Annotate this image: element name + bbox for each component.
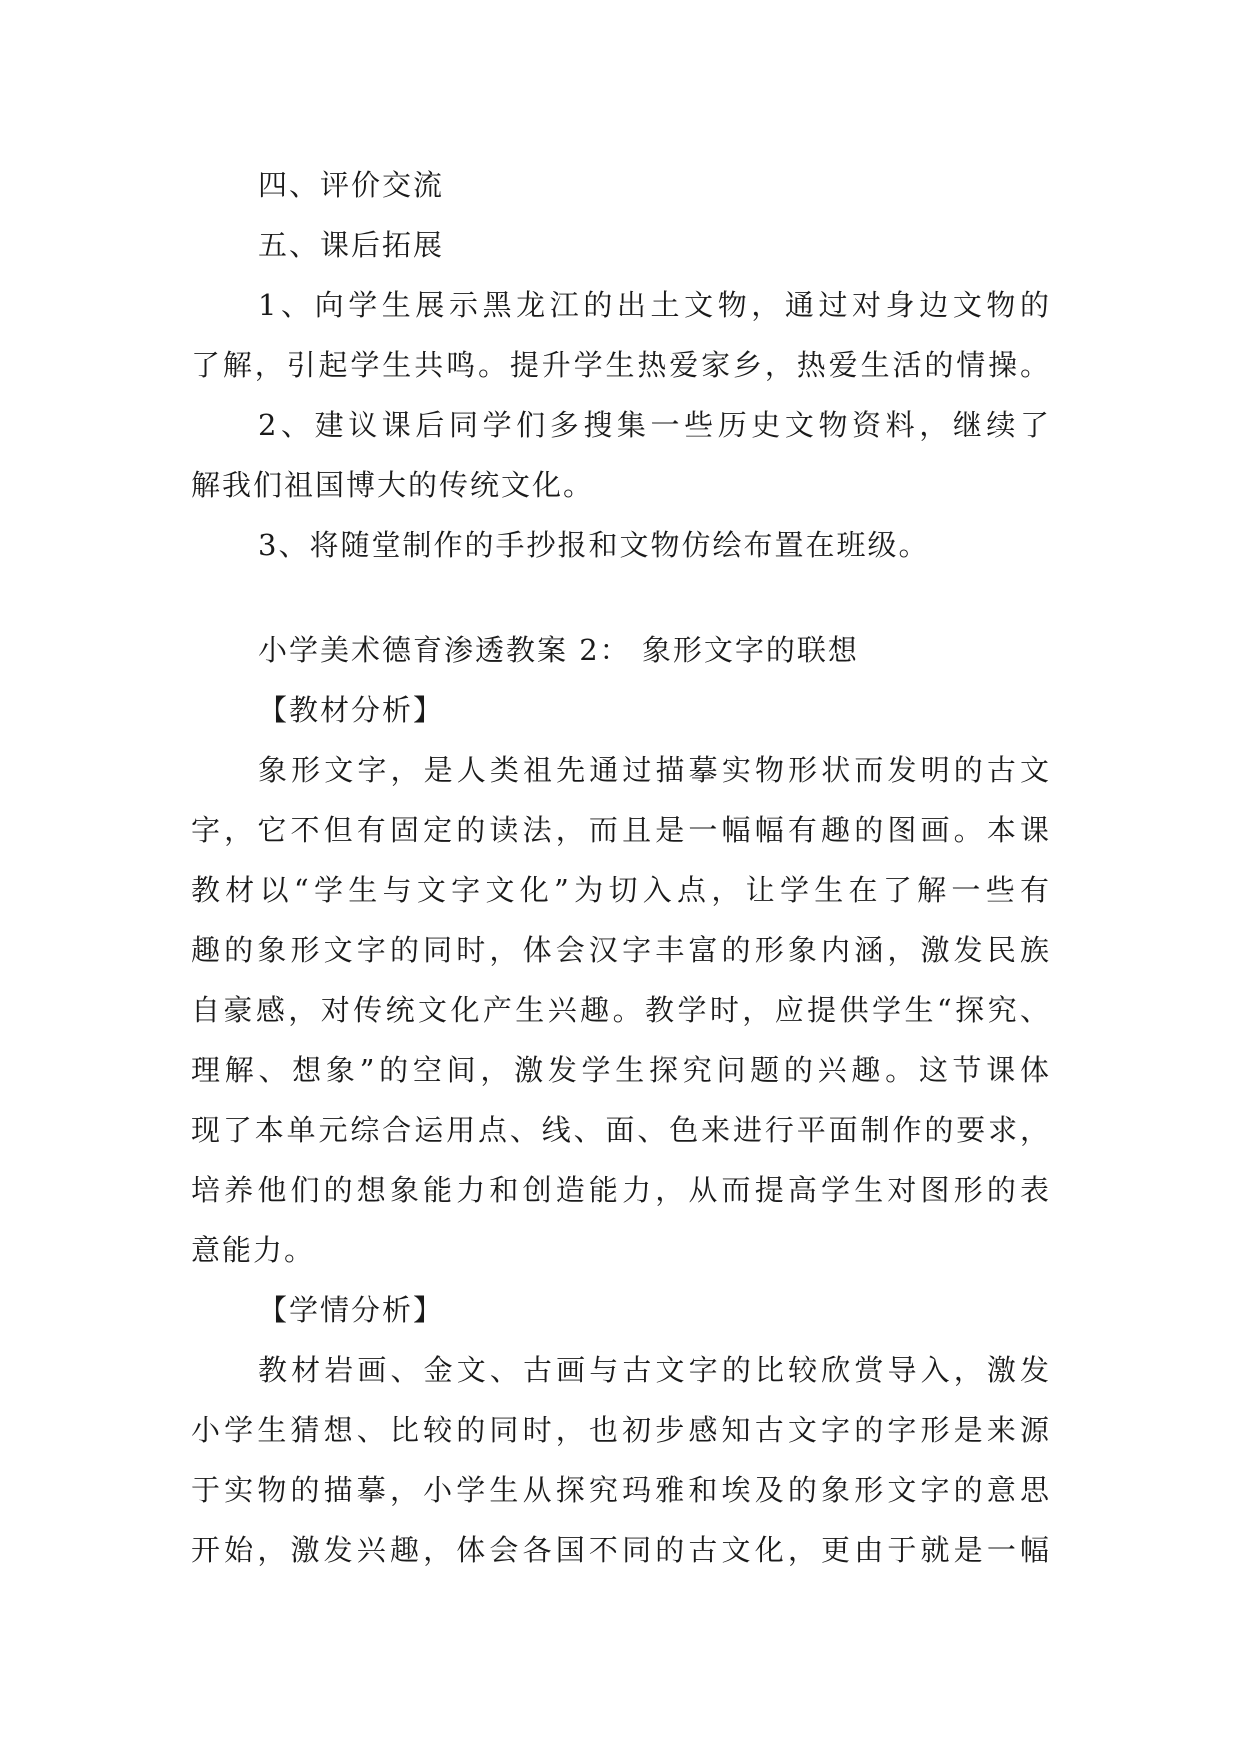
paragraph-line: 了解，引起学生共鸣。提升学生热爱家乡，热爱生活的情操。 [191,348,1051,382]
paragraph-line: 自豪感，对传统文化产生兴趣。教学时，应提供学生“探究、 [191,993,1051,1027]
section-heading-evaluation: 四、评价交流 [258,168,445,202]
section-heading-material-analysis: 【教材分析】 [258,693,445,727]
paragraph-line: 开始，激发兴趣，体会各国不同的古文化，更由于就是一幅 [191,1533,1051,1567]
paragraph-line: 教材以“学生与文字文化”为切入点，让学生在了解一些有 [191,873,1051,907]
paragraph-line: 字，它不但有固定的读法，而且是一幅幅有趣的图画。本课 [191,813,1051,847]
paragraph-line: 趣的象形文字的同时，体会汉字丰富的形象内涵，激发民族 [191,933,1051,967]
paragraph-line: 2、建议课后同学们多搜集一些历史文物资料，继续了 [258,408,1051,442]
section-heading-extension: 五、课后拓展 [258,228,445,262]
paragraph-line: 象形文字，是人类祖先通过描摹实物形状而发明的古文 [258,753,1051,787]
lesson-plan-title: 小学美术德育渗透教案 2： 象形文字的联想 [258,633,859,667]
paragraph-line: 小学生猜想、比较的同时，也初步感知古文字的字形是来源 [191,1413,1051,1447]
paragraph-line: 3、将随堂制作的手抄报和文物仿绘布置在班级。 [258,528,930,562]
paragraph-line: 意能力。 [191,1233,316,1267]
paragraph-line: 1、向学生展示黑龙江的出土文物，通过对身边文物的 [258,288,1051,322]
paragraph-line: 解我们祖国博大的传统文化。 [191,468,595,502]
paragraph-line: 教材岩画、金文、古画与古文字的比较欣赏导入，激发 [258,1353,1051,1387]
paragraph-line: 理解、想象”的空间，激发学生探究问题的兴趣。这节课体 [191,1053,1051,1087]
paragraph-line: 培养他们的想象能力和创造能力，从而提高学生对图形的表 [191,1173,1051,1207]
paragraph-line: 于实物的描摹，小学生从探究玛雅和埃及的象形文字的意思 [191,1473,1051,1507]
paragraph-line: 现了本单元综合运用点、线、面、色来进行平面制作的要求， [191,1113,1051,1147]
section-heading-learner-analysis: 【学情分析】 [258,1293,445,1327]
